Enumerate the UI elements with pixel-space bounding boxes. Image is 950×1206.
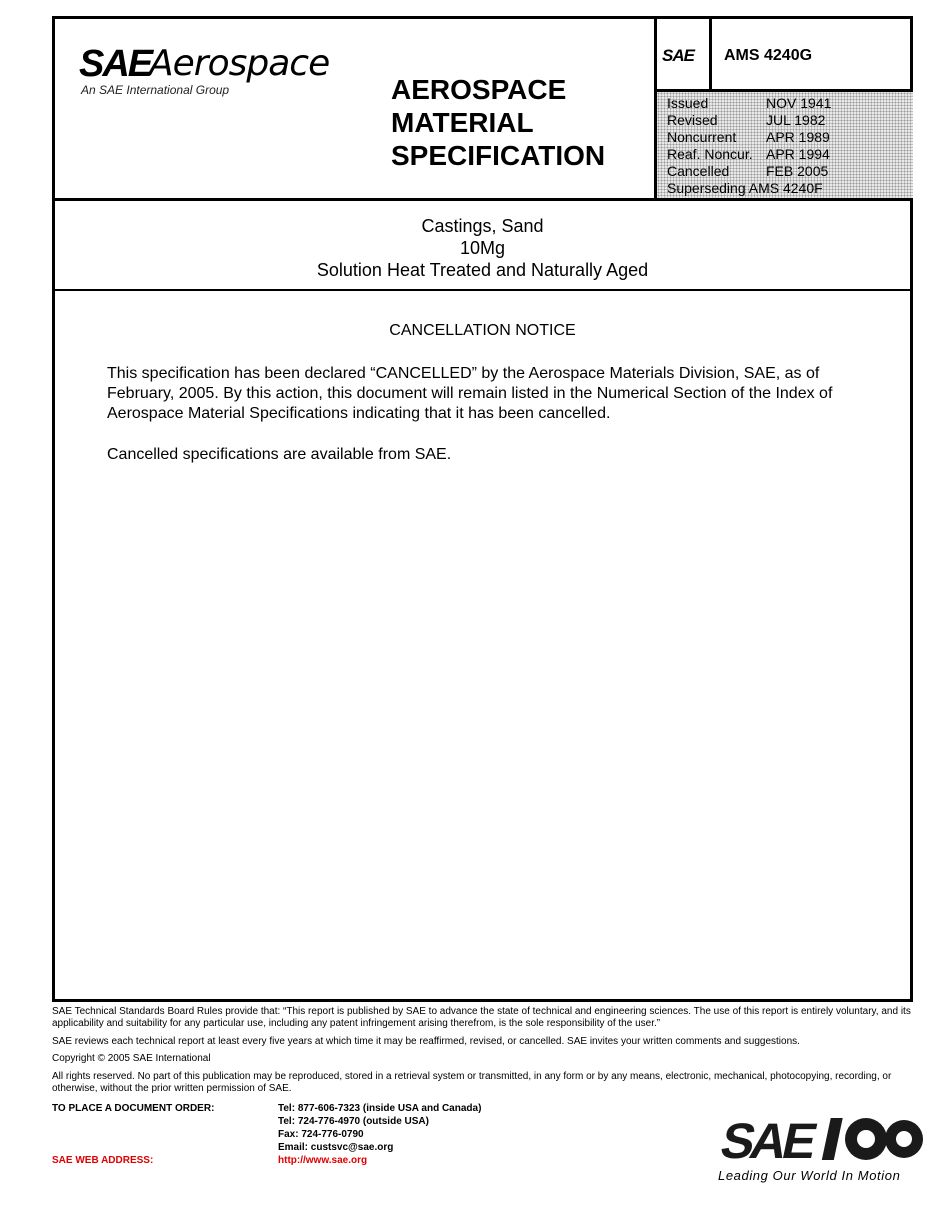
rights-text: All rights reserved. No part of this publication may be reproduced, stored in a retrieval system or transmitted, in any form or by any means, electronic, mechanical, photocopying, recording, or otherwise, without the prior written permission of SAE. — [52, 1071, 892, 1094]
notice-title: CANCELLATION NOTICE — [389, 322, 576, 339]
logo-brand: Aerospace — [149, 43, 330, 84]
subject-block — [55, 201, 910, 291]
subject-line-1: Castings, Sand — [421, 216, 544, 236]
phone-outside-usa: Tel: 724-776-4970 (outside USA) — [278, 1116, 429, 1127]
id-top-row — [657, 19, 913, 92]
document-id-box — [654, 19, 913, 198]
sae-aerospace-logo — [79, 43, 329, 103]
order-label: TO PLACE A DOCUMENT ORDER: — [52, 1103, 215, 1114]
small-mark: SAE — [662, 46, 694, 65]
fax-number: Fax: 724-776-0790 — [278, 1129, 364, 1140]
superseding-line: Superseding AMS 4240F — [667, 180, 823, 196]
date-row: Revised JUL 1982 — [667, 112, 826, 128]
title-line: MATERIAL — [391, 107, 534, 138]
web-address-label: SAE WEB ADDRESS: — [52, 1155, 154, 1166]
copyright-text: Copyright © 2005 SAE International — [52, 1053, 211, 1064]
sae-100-tagline: Leading Our World In Motion — [718, 1168, 901, 1183]
sae-100-mark-icon — [714, 1112, 924, 1168]
date-history — [657, 92, 913, 198]
email-link[interactable]: Email: custsvc@sae.org — [278, 1142, 394, 1153]
notice-paragraph: This specification has been declared “CANCELLED” by the Aerospace Materials Division, SAE, as of February, 2005. By this action, this document will remain listed in the Numerical Section of the Index of Aerospace Material Specifications indicating that it has been cancelled. — [107, 365, 833, 422]
date-row: Reaf. Noncur. APR 1994 — [667, 146, 830, 162]
tsb-rules-text: SAE Technical Standards Board Rules provide that: “This report is published by SAE to advance the state of technical and engineering sciences. The use of this report is entirely voluntary, and its applicability and suitability for any particular use, including any patent infringement arising therefrom, is the sole responsibility of the user.” — [52, 1006, 911, 1029]
logo-subtitle: An SAE International Group — [81, 83, 230, 97]
sae-small-logo — [657, 19, 712, 89]
contact-details — [278, 1102, 481, 1154]
header — [55, 19, 910, 201]
svg-text:SAE: SAE — [715, 1112, 819, 1168]
web-address-link[interactable]: http://www.sae.org — [278, 1155, 368, 1166]
logo-mark: SAE — [79, 43, 152, 85]
document-type-title — [391, 73, 671, 172]
subject-line-3: Solution Heat Treated and Naturally Aged — [316, 260, 649, 280]
date-row: Cancelled FEB 2005 — [667, 163, 829, 179]
document-frame — [52, 16, 913, 1002]
title-line: SPECIFICATION — [391, 140, 606, 171]
phone-inside-usa: Tel: 877-606-7323 (inside USA and Canada) — [278, 1103, 482, 1114]
availability-paragraph: Cancelled specifications are available from SAE. — [107, 446, 452, 463]
date-row: Issued NOV 1941 — [667, 95, 832, 111]
subject-line-2: 10Mg — [459, 238, 506, 258]
date-row: Noncurrent APR 1989 — [667, 129, 830, 145]
review-text: SAE reviews each technical report at least every five years at which time it may be reaffirmed, revised, or cancelled. SAE invites your written comments and suggestions. — [52, 1036, 800, 1047]
sae-100-logo — [714, 1112, 924, 1192]
document-number: AMS 4240G — [724, 47, 813, 64]
title-line: AEROSPACE — [391, 74, 567, 105]
